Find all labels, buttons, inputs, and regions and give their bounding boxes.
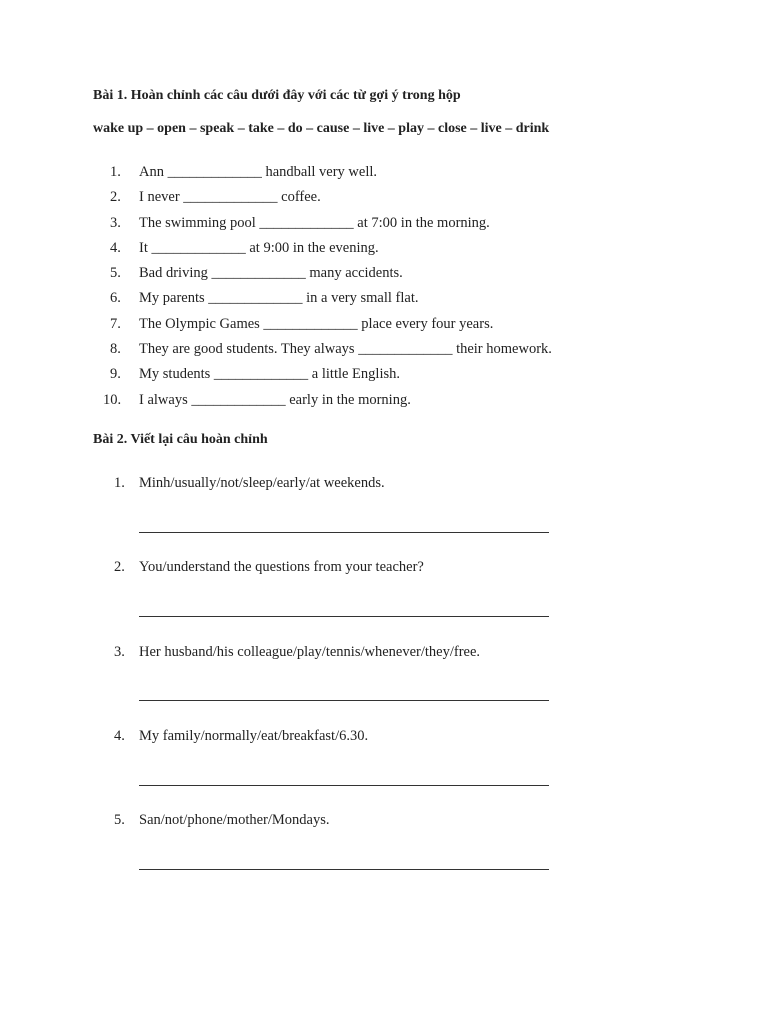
item-text: My students _____________ a little English.: [139, 366, 400, 383]
list-item: [110, 265, 552, 290]
item-number: 5.: [110, 265, 121, 282]
item-text: San/not/phone/mother/Mondays.: [139, 812, 330, 828]
item-number: 5.: [114, 812, 125, 828]
list-item: [110, 164, 552, 189]
item-number: 1.: [114, 475, 125, 491]
answer-line: [139, 616, 549, 617]
list-item: [110, 189, 552, 214]
item-text: My parents _____________ in a very small flat.: [139, 290, 419, 307]
list-item: [110, 341, 552, 366]
item-number: 8.: [110, 341, 121, 358]
item-text: I never _____________ coffee.: [139, 189, 321, 206]
item-number: 3.: [114, 644, 125, 660]
item-text: I always _____________ early in the morning.: [139, 391, 411, 408]
answer-line: [139, 785, 549, 786]
item-text: The Olympic Games _____________ place every four years.: [139, 315, 494, 332]
item-number: 2.: [114, 559, 125, 575]
item-number: 4.: [114, 728, 125, 744]
list-item: [110, 316, 552, 341]
exercise1-title: Bài 1. Hoàn chỉnh các câu dưới đây với các từ gợi ý trong hộp: [93, 88, 461, 103]
item-text: Bad driving _____________ many accidents.: [139, 265, 403, 282]
word-bank: wake up – open – speak – take – do – cause – live – play – close – live – drink: [93, 121, 550, 136]
item-number: 10.: [103, 391, 122, 408]
item-number: 6.: [110, 290, 121, 307]
list-item: [110, 366, 552, 391]
list-item: [114, 812, 330, 829]
item-text: You/understand the questions from your teacher?: [139, 559, 424, 575]
answer-line: [139, 869, 549, 870]
item-text: They are good students. They always _____________ their homework.: [139, 341, 552, 358]
answer-line: [139, 700, 549, 701]
list-item: [114, 475, 385, 492]
item-text: My family/normally/eat/breakfast/6.30.: [139, 728, 369, 744]
item-number: 7.: [110, 315, 121, 332]
item-number: 1.: [110, 164, 121, 180]
list-item: [110, 240, 552, 265]
item-text: Her husband/his colleague/play/tennis/whenever/they/free.: [139, 644, 481, 660]
list-item: [114, 728, 368, 745]
list-item: [103, 392, 552, 417]
exercise1-list: [103, 164, 552, 417]
item-text: The swimming pool _____________ at 7:00 in the morning.: [139, 214, 490, 231]
item-text: Ann _____________ handball very well.: [139, 164, 378, 180]
answer-line: [139, 532, 549, 533]
list-item: [110, 290, 552, 315]
item-number: 9.: [110, 366, 121, 383]
item-text: It _____________ at 9:00 in the evening.: [139, 239, 379, 256]
item-number: 3.: [110, 214, 121, 231]
list-item: [114, 644, 480, 661]
item-number: 2.: [110, 189, 121, 206]
item-text: Minh/usually/not/sleep/early/at weekends.: [139, 475, 385, 491]
list-item: [110, 215, 552, 240]
list-item: [114, 559, 424, 576]
exercise2-title: Bài 2. Viết lại câu hoàn chỉnh: [93, 432, 268, 447]
item-number: 4.: [110, 239, 121, 256]
